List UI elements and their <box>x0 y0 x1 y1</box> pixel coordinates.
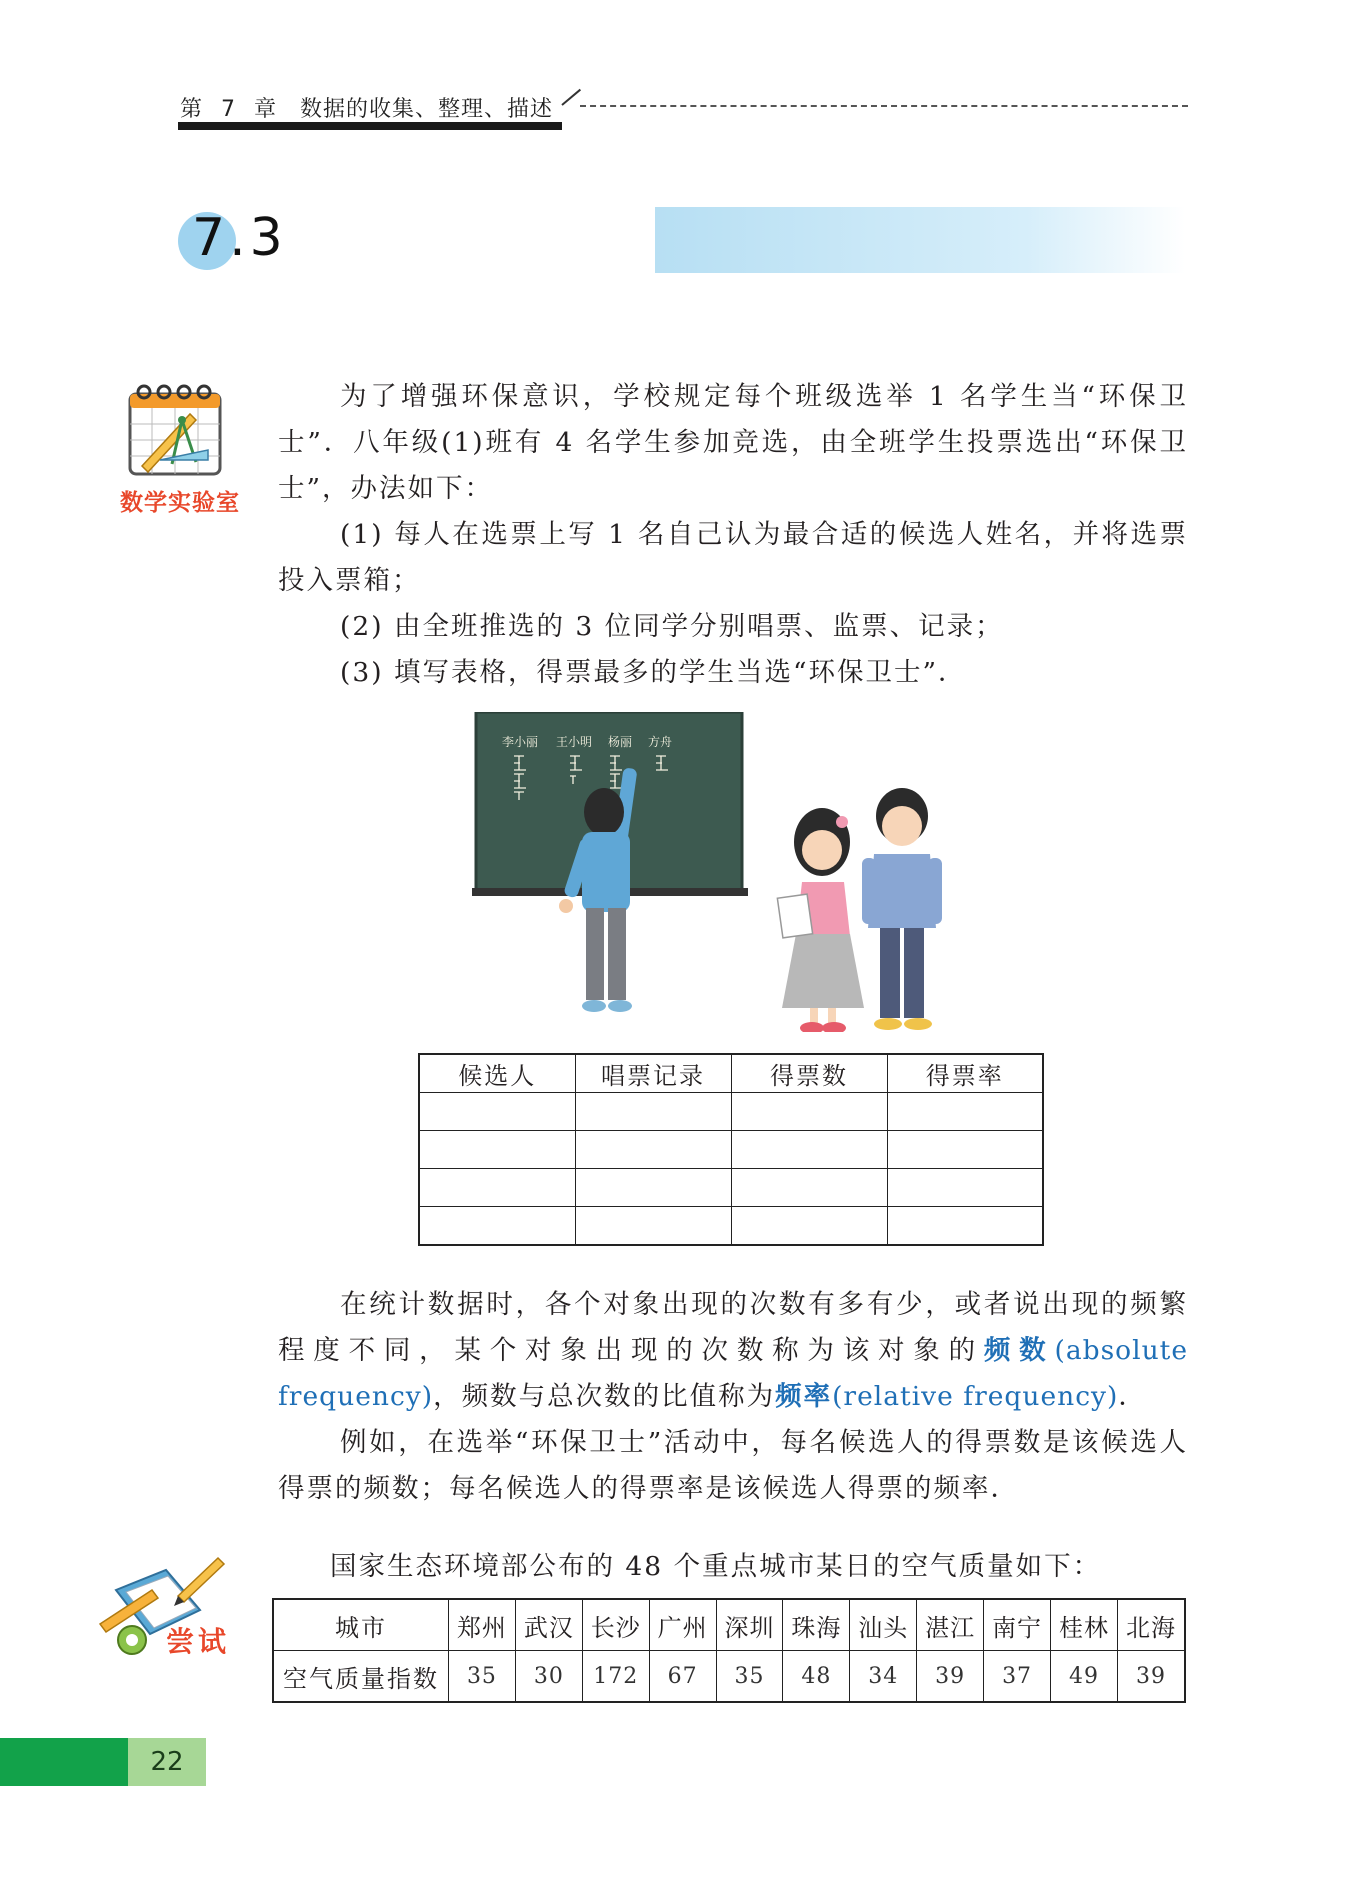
term-absolute-frequency-en: (absolute frequency) <box>278 1335 1189 1412</box>
example-paragraph: 例如，在选举“环保卫士”活动中，每名候选人的得票数是该候选人得票的频数；每名候选人的得票率是该候选人得票的频率． <box>278 1427 1188 1504</box>
city-cell: 武汉 <box>515 1599 582 1651</box>
city-row-header: 城市 <box>273 1599 449 1651</box>
vote-table-row <box>419 1131 1043 1169</box>
vote-table-cell[interactable] <box>419 1093 575 1131</box>
definition-text-b: ，频数与总次数的比值称为 <box>433 1381 776 1412</box>
air-quality-table <box>272 1598 1186 1703</box>
city-row <box>273 1599 1185 1651</box>
girl-figure <box>777 808 864 1032</box>
vote-table <box>418 1053 1044 1246</box>
city-cell: 汕头 <box>850 1599 917 1651</box>
rule-2-paragraph: (2) 由全班推选的 3 位同学分别唱票、监票、记录； <box>340 611 1004 642</box>
page-number: 22 <box>150 1747 184 1777</box>
aqi-cell: 49 <box>1051 1651 1118 1703</box>
city-cell: 广州 <box>649 1599 716 1651</box>
vote-table-cell[interactable] <box>887 1207 1043 1246</box>
blackboard-name-1: 李小丽 <box>502 735 539 749</box>
vote-table-header-candidate: 候选人 <box>419 1054 575 1093</box>
section-number: 7.3 <box>192 208 287 268</box>
aqi-cell: 48 <box>783 1651 850 1703</box>
vote-table-header-rate: 得票率 <box>887 1054 1043 1093</box>
blackboard-name-3: 杨丽 <box>608 735 633 749</box>
aqi-cell: 35 <box>449 1651 516 1703</box>
vote-table-row <box>419 1093 1043 1131</box>
try-label: 尝试 <box>166 1625 231 1658</box>
city-cell: 湛江 <box>917 1599 984 1651</box>
vote-table-cell[interactable] <box>419 1169 575 1207</box>
footer-green-bar <box>0 1738 128 1786</box>
vote-table-cell[interactable] <box>887 1131 1043 1169</box>
classroom-voting-illustration <box>470 712 990 1032</box>
aqi-cell: 37 <box>984 1651 1051 1703</box>
definition-text-a: 在统计数据时，各个对象出现的次数有多有少，或者说出现的频繁程度不同，某个对象出现的次数称为该对象的 <box>278 1289 1188 1366</box>
vote-table-cell[interactable] <box>731 1207 887 1246</box>
vote-table-cell[interactable] <box>731 1093 887 1131</box>
aqi-cell: 35 <box>716 1651 783 1703</box>
vote-table-cell[interactable] <box>731 1131 887 1169</box>
definition-text-c: ． <box>1118 1381 1147 1412</box>
vote-table-cell[interactable] <box>887 1093 1043 1131</box>
term-relative-frequency: 频率 <box>775 1381 833 1412</box>
term-relative-frequency-en: (relative frequency) <box>832 1381 1119 1412</box>
vote-table-header-record: 唱票记录 <box>575 1054 731 1093</box>
aqi-cell: 39 <box>917 1651 984 1703</box>
aqi-cell: 30 <box>515 1651 582 1703</box>
vote-table-cell[interactable] <box>887 1169 1043 1207</box>
city-cell: 深圳 <box>716 1599 783 1651</box>
aqi-cell: 34 <box>850 1651 917 1703</box>
aqi-cell: 172 <box>582 1651 649 1703</box>
header-slant-line <box>561 89 581 106</box>
vote-table-cell[interactable] <box>575 1169 731 1207</box>
term-absolute-frequency: 频数 <box>983 1335 1055 1366</box>
vote-table-cell[interactable] <box>419 1207 575 1246</box>
vote-table-cell[interactable] <box>731 1169 887 1207</box>
vote-table-cell[interactable] <box>575 1207 731 1246</box>
intro-paragraph: 为了增强环保意识，学校规定每个班级选举 1 名学生当“环保卫士”．八年级(1)班有 4 名学生参加竞选，由全班学生投票选出“环保卫士”，办法如下： <box>278 381 1188 504</box>
math-lab-calendar-icon <box>120 380 232 480</box>
vote-table-header-row <box>419 1054 1043 1093</box>
aqi-cell: 39 <box>1117 1651 1185 1703</box>
section-title-band <box>655 207 1185 273</box>
aqi-row <box>273 1651 1185 1703</box>
vote-table-row <box>419 1207 1043 1246</box>
rule-3-paragraph: (3) 填写表格，得票最多的学生当选“环保卫士”． <box>340 657 967 688</box>
city-cell: 长沙 <box>582 1599 649 1651</box>
math-lab-label: 数学实验室 <box>120 490 240 516</box>
vote-table-cell[interactable] <box>575 1093 731 1131</box>
header-dashed-line <box>580 105 1188 107</box>
vote-table-row <box>419 1169 1043 1207</box>
header-underline-bar <box>178 122 562 130</box>
air-quality-intro-paragraph: 国家生态环境部公布的 48 个重点城市某日的空气质量如下： <box>330 1551 1102 1582</box>
aqi-row-header: 空气质量指数 <box>273 1651 449 1703</box>
blackboard-name-4: 方舟 <box>648 735 673 749</box>
aqi-cell: 67 <box>649 1651 716 1703</box>
city-cell: 南宁 <box>984 1599 1051 1651</box>
blackboard-name-2: 王小明 <box>556 735 593 749</box>
city-cell: 珠海 <box>783 1599 850 1651</box>
vote-table-cell[interactable] <box>575 1131 731 1169</box>
chapter-title: 第 7 章 数据的收集、整理、描述 <box>180 97 553 122</box>
frequency-definition-paragraph <box>278 1282 1188 1420</box>
vote-table-cell[interactable] <box>419 1131 575 1169</box>
city-cell: 桂林 <box>1051 1599 1118 1651</box>
city-cell: 郑州 <box>449 1599 516 1651</box>
boy-standing-figure <box>862 788 942 1030</box>
vote-table-header-votes: 得票数 <box>731 1054 887 1093</box>
rule-1-paragraph: (1) 每人在选票上写 1 名自己认为最合适的候选人姓名，并将选票投入票箱； <box>278 519 1188 596</box>
city-cell: 北海 <box>1117 1599 1185 1651</box>
